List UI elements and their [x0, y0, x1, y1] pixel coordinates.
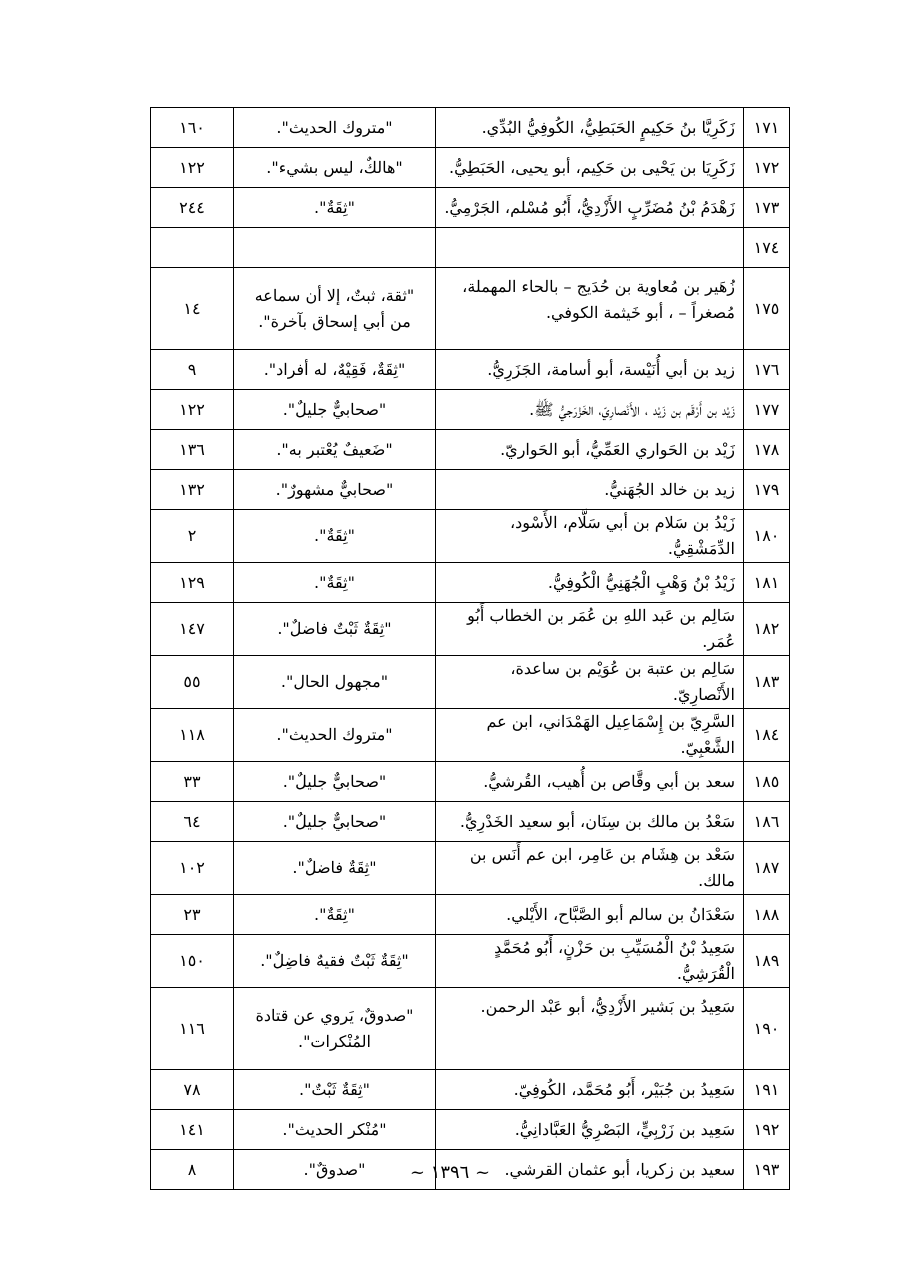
- narrator-grade: "صدوقٌ، يَروي عن قتادة المُنْكرات".: [234, 988, 436, 1070]
- narrator-grade: "ثِقَةٌ ثَبْتٌ".: [234, 1070, 436, 1110]
- narrator-grade: "ثِقَةٌ".: [234, 510, 436, 563]
- table-row: [151, 762, 790, 802]
- table-row: [151, 268, 790, 350]
- reference-page: ١٣٦: [151, 430, 234, 470]
- narrator-grade: "ثِقَةٌ ثَبْتٌ فاضلٌ".: [234, 603, 436, 656]
- entry-number: ١٧٥: [744, 268, 790, 350]
- reference-page: ١١٦: [151, 988, 234, 1070]
- narrator-grade: "مجهول الحال".: [234, 656, 436, 709]
- table-row: [151, 510, 790, 563]
- narrator-grade: "صحابيٌّ جليلٌ".: [234, 390, 436, 430]
- table-row: [151, 842, 790, 895]
- entry-number: ١٧٣: [744, 188, 790, 228]
- reference-page: ٢٣: [151, 895, 234, 935]
- entry-number: ١٨٥: [744, 762, 790, 802]
- narrator-grade: "متروك الحديث".: [234, 108, 436, 148]
- narrator-grade: "ثقة، ثبتٌ، إلا أن سماعه من أبي إسحاق بآخرة".: [234, 268, 436, 350]
- reference-page: ٢: [151, 510, 234, 563]
- narrator-grade: "صحابيٌّ جليلٌ".: [234, 802, 436, 842]
- narrator-name: زَيْدُ بن سَلام بن أبي سَلَّام، الأَسْود، الدِّمَشْقِيُّ.: [436, 510, 744, 563]
- entry-number: ١٨٦: [744, 802, 790, 842]
- narrators-table: [150, 107, 790, 1190]
- narrator-grade: "صحابيٌّ جليلٌ".: [234, 762, 436, 802]
- table-row: [151, 935, 790, 988]
- reference-page: ١٦٠: [151, 108, 234, 148]
- reference-page: ١٢٩: [151, 563, 234, 603]
- narrator-name: سَالِم بن عَبد اللهِ بن عُمَر بن الخطاب أَبُو عُمَر.: [436, 603, 744, 656]
- entry-number: ١٧٤: [744, 228, 790, 268]
- reference-page: ١٢٢: [151, 390, 234, 430]
- narrator-name: زَيْدُ بْنُ وَهْبٍ الْجُهَنِيُّ الْكُوفِيُّ.: [436, 563, 744, 603]
- narrator-name: سَعِيد بن زَرْبِيٍّ، البَصْرِيُّ العَبَّادانِيُّ.: [436, 1110, 744, 1150]
- reference-page: ٢٤٤: [151, 188, 234, 228]
- entry-number: ١٩٢: [744, 1110, 790, 1150]
- reference-page: ١٥٠: [151, 935, 234, 988]
- narrator-name: سَعْد بن هِشَام بن عَامِر، ابن عم أَنَس بن مالك.: [436, 842, 744, 895]
- entry-number: ١٩١: [744, 1070, 790, 1110]
- narrator-grade: "ضَعيفٌ يُعْتبر به".: [234, 430, 436, 470]
- reference-page: ٦٤: [151, 802, 234, 842]
- entry-number: ١٩٠: [744, 988, 790, 1070]
- entry-number: ١٨٢: [744, 603, 790, 656]
- entry-number: ١٨٤: [744, 709, 790, 762]
- table-row: [151, 802, 790, 842]
- table-row: [151, 188, 790, 228]
- reference-page: ٩: [151, 350, 234, 390]
- narrators-table-body: [151, 108, 790, 1190]
- table-row: [151, 108, 790, 148]
- reference-page: ٣٣: [151, 762, 234, 802]
- reference-page: ١٤٧: [151, 603, 234, 656]
- reference-page: ١٤١: [151, 1110, 234, 1150]
- narrator-grade: "صدوقٌ".: [234, 1150, 436, 1190]
- narrator-grade: [234, 228, 436, 268]
- table-row: [151, 1070, 790, 1110]
- narrator-name: سعد بن أبي وقَّاص بن أُهيب، القُرشيُّ.: [436, 762, 744, 802]
- narrator-name: سَعِيدُ بن جُبَيْر، أَبُو مُحَمَّد، الكُوفِيّ.: [436, 1070, 744, 1110]
- reference-page: ٧٨: [151, 1070, 234, 1110]
- narrator-name: [436, 228, 744, 268]
- narrator-name: سَالِم بن عتبة بن عُوَيْم بن ساعدة، الأَنْصارِيّ.: [436, 656, 744, 709]
- narrator-name: زُهَير بن مُعاوية بن حُدَيج – بالحاء المهملة، مُصغراً – ، أبو خَيثمة الكوفي.: [436, 268, 744, 350]
- table-row: [151, 470, 790, 510]
- reference-page: ١٢٢: [151, 148, 234, 188]
- narrator-name: زَكَرِيَّا بنُ حَكِيمٍ الحَبَطِيُّ، الكُوفِيُّ البُدِّي.: [436, 108, 744, 148]
- entry-number: ١٨٠: [744, 510, 790, 563]
- narrator-name: سَعْدُ بن مالك بن سِنَان، أبو سعيد الخَدْرِيُّ.: [436, 802, 744, 842]
- table-row: [151, 709, 790, 762]
- reference-page: ١١٨: [151, 709, 234, 762]
- narrator-grade: "هالكٌ، ليس بشيء".: [234, 148, 436, 188]
- entry-number: ١٨٧: [744, 842, 790, 895]
- table-row: [151, 1110, 790, 1150]
- narrator-name: سَعِيدُ بْنُ الْمُسَيِّبِ بن حَزْنٍ، أَبُو مُحَمَّدٍ الْقُرَشِيُّ.: [436, 935, 744, 988]
- reference-page: ١٣٢: [151, 470, 234, 510]
- reference-page: ١٠٢: [151, 842, 234, 895]
- narrator-grade: "متروك الحديث".: [234, 709, 436, 762]
- narrator-grade: "ثِقَةٌ".: [234, 895, 436, 935]
- page-number: ~ ١٣٩٦ ~: [409, 1162, 491, 1183]
- table-row: [151, 148, 790, 188]
- reference-page: [151, 228, 234, 268]
- narrator-name: زَيْد بن أَرْقَم بن زَيْد ، الأَنْصارِيّ، الخَزْرَجيُّ ﷺ.: [436, 390, 744, 430]
- table-row: [151, 988, 790, 1070]
- table-row: [151, 895, 790, 935]
- narrator-name: زَكَرِيَا بن يَحْيى بن حَكِيم، أبو يحيى، الحَبَطِيُّ.: [436, 148, 744, 188]
- narrator-name: سَعْدَانُ بن سالم أبو الصَّبَّاح، الأَيْلي.: [436, 895, 744, 935]
- entry-number: ١٨١: [744, 563, 790, 603]
- narrator-name: سعيد بن زكريا، أبو عثمان القرشي.: [436, 1150, 744, 1190]
- table-row: [151, 228, 790, 268]
- narrator-grade: "ثِقَةٌ".: [234, 188, 436, 228]
- table-row: [151, 563, 790, 603]
- table-row: [151, 430, 790, 470]
- narrator-grade: "ثِقَةٌ، فَقِيْهٌ، له أفراد".: [234, 350, 436, 390]
- table-row: [151, 656, 790, 709]
- narrator-grade: "ثِقَةٌ".: [234, 563, 436, 603]
- reference-page: ٥٥: [151, 656, 234, 709]
- narrator-name: زَهْدَمُ بْنُ مُضَرِّبٍ الأَزْدِيُّ، أَبُو مُسْلم، الجَرْمِيُّ.: [436, 188, 744, 228]
- narrator-grade: "مُنْكر الحديث".: [234, 1110, 436, 1150]
- entry-number: ١٧٨: [744, 430, 790, 470]
- table-row: [151, 603, 790, 656]
- entry-number: ١٧٢: [744, 148, 790, 188]
- entry-number: ١٧٦: [744, 350, 790, 390]
- entry-number: ١٧٩: [744, 470, 790, 510]
- table-row: [151, 350, 790, 390]
- narrator-grade: "ثِقَةٌ فاضلٌ".: [234, 842, 436, 895]
- narrator-name: سَعِيدُ بن بَشير الأَزْدِيُّ، أبو عَبْد الرحمن.: [436, 988, 744, 1070]
- narrator-name: زَيْد بن الحَواري العَمِّيُّ، أبو الحَواريّ.: [436, 430, 744, 470]
- reference-page: ١٤: [151, 268, 234, 350]
- table-row: [151, 390, 790, 430]
- entry-number: ١٩٣: [744, 1150, 790, 1190]
- narrator-name: زيد بن خالد الجُهَنيُّ.: [436, 470, 744, 510]
- narrator-grade: "ثِقَةٌ ثَبْتٌ فقيهٌ فاضِلٌ".: [234, 935, 436, 988]
- reference-page: ٨: [151, 1150, 234, 1190]
- entry-number: ١٨٨: [744, 895, 790, 935]
- narrator-name: السَّرِيّ بن إِسْمَاعِيل الهَمْدَاني، ابن عم الشَّعْبِيّ.: [436, 709, 744, 762]
- entry-number: ١٨٩: [744, 935, 790, 988]
- entry-number: ١٧٧: [744, 390, 790, 430]
- narrator-grade: "صحابيٌّ مشهورٌ".: [234, 470, 436, 510]
- entry-number: ١٨٣: [744, 656, 790, 709]
- entry-number: ١٧١: [744, 108, 790, 148]
- narrator-name: زيد بن أبي أُنَيْسة، أبو أسامة، الجَزَرِيُّ.: [436, 350, 744, 390]
